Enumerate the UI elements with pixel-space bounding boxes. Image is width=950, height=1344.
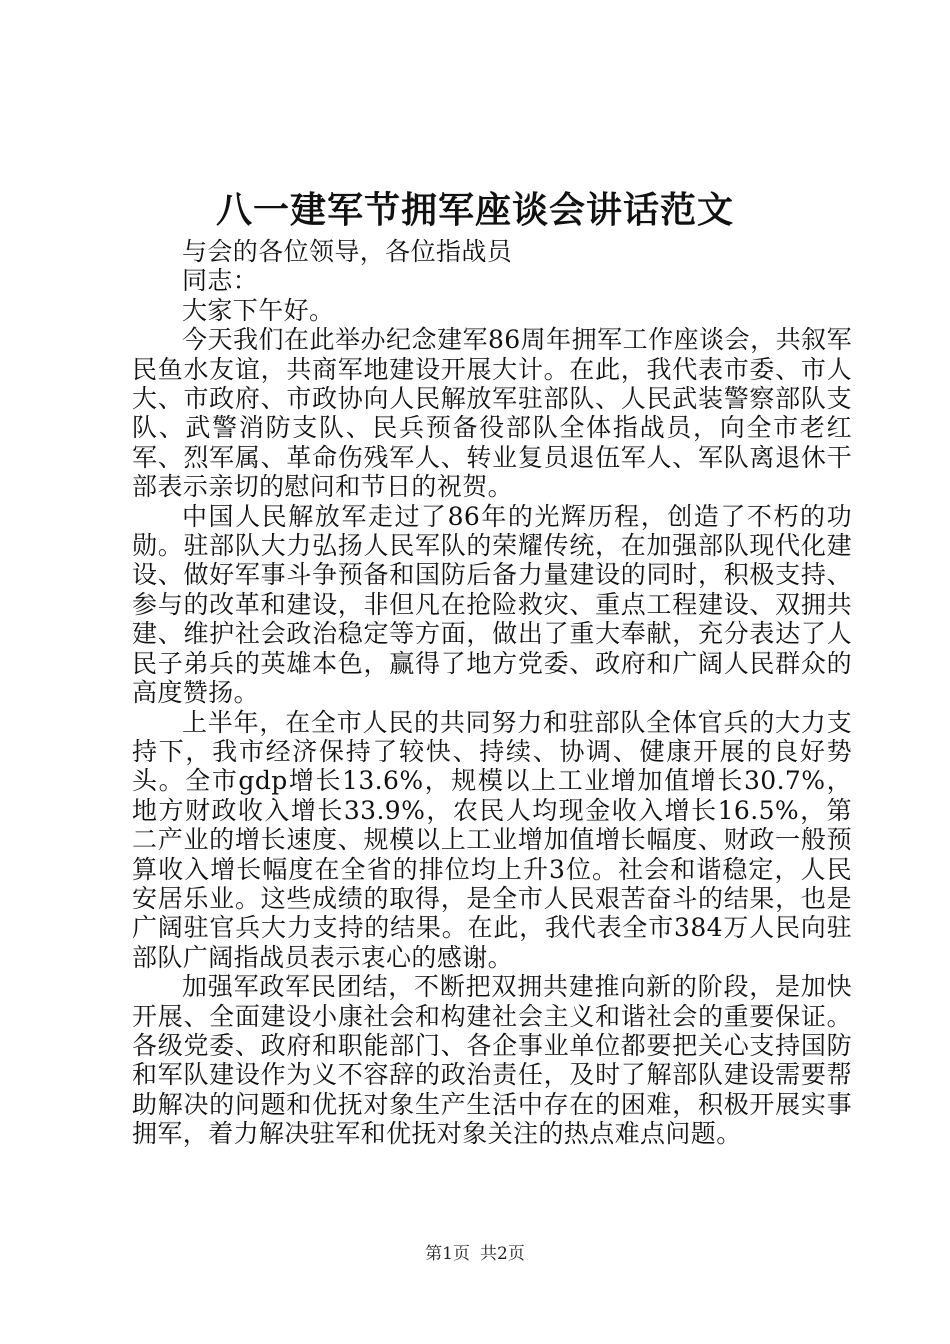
greeting-paragraph: 大家下午好。	[182, 295, 335, 325]
body-paragraph: 上半年，在全市人民的共同努力和驻部队全体官兵的大力支持下，我市经济保持了较快、持续、协调、健康开展的良好势头。全市gdp增长13.6%，规模以上工业增加值增长30.7%，地方财政收入增长33.9%，农民人均现金收入增长16.5%，第二产业的增长速度、规模以上工业增加值增长幅度、财政一般预算收入增长幅度在全省的排位均上升3位。社会和谐稳定，人民安居乐业。这些成绩的取得，是全市人民艰苦奋斗的结果，也是广阔驻官兵大力支持的结果。在此，我代表全市384万人民向驻部队广阔指战员表示衷心的感谢。	[132, 707, 852, 972]
page-footer	[0, 1243, 950, 1265]
document-body	[132, 237, 852, 1149]
page-number-total: 共2页	[480, 1244, 525, 1264]
body-paragraph: 今天我们在此举办纪念建军86周年拥军工作座谈会，共叙军民鱼水友谊，共商军地建设开展大计。在此，我代表市委、市人大、市政府、市政协向人民解放军驻部队、人民武装警察部队支队、武警消防支队、民兵预备役部队全体指战员，向全市老红军、烈军属、革命伤残军人、转业复员退伍军人、军队离退休干部表示亲切的慰问和节日的祝贺。	[132, 325, 852, 502]
body-paragraph: 加强军政军民团结，不断把双拥共建推向新的阶段，是加快开展、全面建设小康社会和构建社会主义和谐社会的重要保证。各级党委、政府和职能部门、各企事业单位都要把关心支持国防和军队建设作为义不容辞的政治责任，及时了解部队建设需要帮助解决的问题和优抚对象生产生活中存在的困难，积极开展实事拥军，着力解决驻军和优抚对象关注的热点难点问题。	[132, 972, 852, 1149]
salutation-line: 同志：	[182, 266, 259, 296]
body-paragraph: 中国人民解放军走过了86年的光辉历程，创造了不朽的功勋。驻部队大力弘扬人民军队的荣耀传统，在加强部队现代化建设、做好军事斗争预备和国防后备力量建设的同时，积极支持、参与的改革和建设，非但凡在抢险救灾、重点工程建设、双拥共建、维护社会政治稳定等方面，做出了重大奉献，充分表达了人民子弟兵的英雄本色，赢得了地方党委、政府和广阔人民群众的高度赞扬。	[132, 501, 852, 708]
document-title: 八一建军节拥军座谈会讲话范文	[215, 189, 734, 231]
salutation-line: 与会的各位领导，各位指战员	[182, 237, 513, 266]
page-number-current: 第1页	[425, 1244, 470, 1264]
